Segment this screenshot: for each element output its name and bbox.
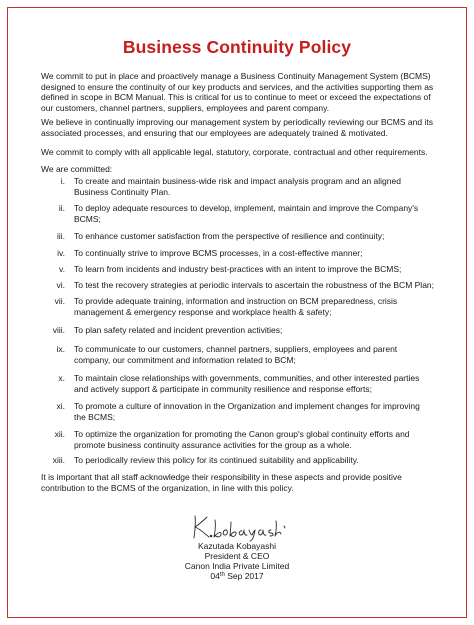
list-item-number: v. bbox=[59, 264, 65, 274]
handwritten-signature bbox=[189, 512, 289, 542]
list-item-number: xii. bbox=[54, 429, 65, 439]
list-item-text: To communicate to our customers, channel partners, suppliers, employees and parent company, our commitment and information related to BCM; bbox=[74, 344, 398, 365]
date-suffix: th bbox=[219, 572, 225, 578]
list-item-number: xi. bbox=[56, 401, 65, 411]
date-day: 04 bbox=[210, 571, 220, 581]
list-item-text: To test the recovery strategies at periodic intervals to ascertain the robustness of the BCM Plan; bbox=[74, 280, 435, 290]
paragraph-commitment: We commit to put in place and proactively manage a Business Continuity Management System (BCMS) designed to ensure the continuity of our key products and services, and the activities supporting them as defined in scope in BCM Manual. This is critical for us to continue to meet or exceed the expectations of our customers, channel partners, suppliers, employees and parent company. bbox=[41, 71, 434, 113]
paragraph-committed-intro: We are committed: bbox=[41, 164, 113, 174]
list-item-number: i. bbox=[60, 176, 65, 186]
list-item-text: To plan safety related and incident prevention activities; bbox=[74, 325, 283, 335]
list-item-number: iv. bbox=[57, 248, 65, 258]
list-item-text: To learn from incidents and industry best-practices with an intent to improve the BCMS; bbox=[74, 264, 402, 274]
list-item-text: To maintain close relationships with governments, communities, and other interested parties and actively support & participate in community resilience and response efforts; bbox=[74, 373, 420, 394]
list-item-text: To deploy adequate resources to develop, implement, maintain and improve the Company's BCMS; bbox=[74, 203, 419, 224]
list-item-number: vii. bbox=[54, 296, 65, 306]
signature-date bbox=[0, 571, 474, 581]
page-title: Business Continuity Policy bbox=[122, 37, 352, 57]
list-item-number: ii. bbox=[58, 203, 65, 213]
list-item-number: xiii. bbox=[52, 455, 65, 465]
list-item-text: To promote a culture of innovation in the Organization and implement changes for improving the BCMS; bbox=[74, 401, 420, 422]
list-item-text: To create and maintain business-wide risk and impact analysis program and an aligned Business Continuity Plan. bbox=[74, 176, 401, 197]
list-item-text: To periodically review this policy for its continued suitability and applicability. bbox=[74, 455, 359, 465]
signatory-position: President & CEO bbox=[204, 551, 270, 561]
signatory-company: Canon India Private Limited bbox=[184, 561, 290, 571]
signatory-name: Kazutada Kobayashi bbox=[198, 541, 276, 551]
date-rest: Sep 2017 bbox=[224, 571, 264, 581]
list-item-text: To provide adequate training, information and instruction on BCM preparedness, crisis management & emergency response and workplace health & safety; bbox=[74, 296, 398, 317]
list-item-number: viii. bbox=[52, 325, 65, 335]
list-item-number: ix. bbox=[56, 344, 65, 354]
paragraph-improvement: We believe in continually improving our management system by periodically reviewing our BCMS and its associated processes, and ensuring that our employees are adequately trained & motivated. bbox=[41, 117, 433, 138]
paragraph-closing: It is important that all staff acknowledge their responsibility in these aspects and provide positive contribution to the BCMS of the organization, in line with this policy. bbox=[41, 472, 402, 493]
list-item-number: x. bbox=[58, 373, 65, 383]
list-item-number: vi. bbox=[56, 280, 65, 290]
paragraph-compliance: We commit to comply with all applicable legal, statutory, corporate, contractual and other requirements. bbox=[41, 147, 428, 157]
list-item-text: To enhance customer satisfaction from the perspective of resilience and continuity; bbox=[74, 231, 385, 241]
list-item-text: To continually strive to improve BCMS processes, in a cost-effective manner; bbox=[74, 248, 363, 258]
list-item-number: iii. bbox=[56, 231, 65, 241]
list-item-text: To optimize the organization for promoting the Canon group's global continuity efforts and promote business continuity assurance activities for the group as a whole. bbox=[74, 429, 410, 450]
